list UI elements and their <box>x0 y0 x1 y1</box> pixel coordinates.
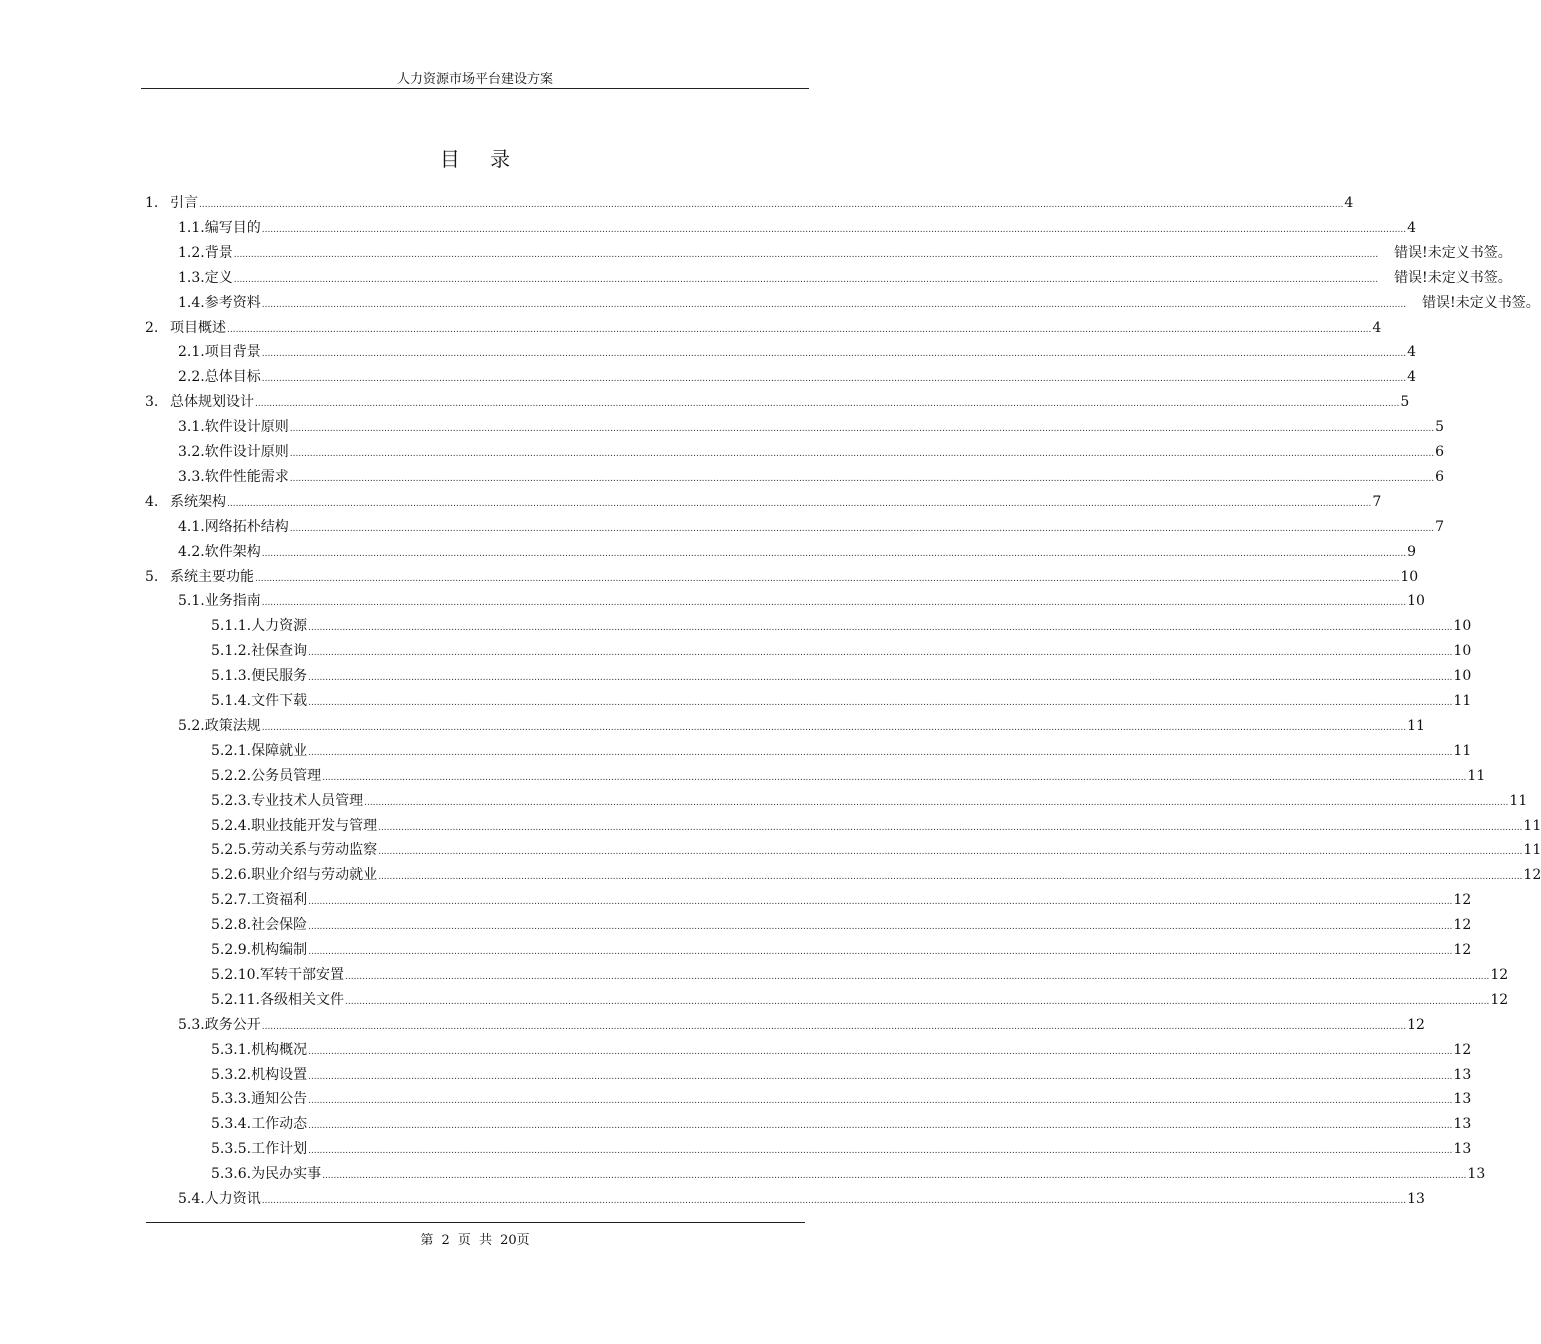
toc-entry[interactable] <box>145 191 1354 215</box>
toc-entry[interactable] <box>211 863 1541 887</box>
dot-leader: ................................................................................................................................................................................................................................................................................................................................................................................................................ <box>308 947 1453 957</box>
toc-entry-label: 5.2.7.工资福利 <box>211 892 308 909</box>
toc-entry-page: 4 <box>1372 319 1382 336</box>
toc-entry[interactable] <box>211 789 1528 813</box>
toc-entry-label: 5.3.6.为民办实事 <box>211 1166 322 1183</box>
toc-entry-label: 3.3.软件性能需求 <box>178 468 289 485</box>
toc-entry[interactable] <box>211 1087 1472 1111</box>
toc-entry-page: 6 <box>1435 468 1444 485</box>
toc-entry-label: 5.3.2.机构设置 <box>211 1066 308 1083</box>
toc-entry[interactable] <box>211 814 1541 838</box>
toc-entry-page: 4 <box>1407 369 1416 386</box>
dot-leader: ................................................................................................................................................................................................................................................................................................................................................................................................................ <box>255 399 1400 410</box>
toc-entry[interactable] <box>211 614 1472 638</box>
toc-entry-label: 4.2.软件架构 <box>178 543 261 560</box>
toc-entry-number: 5. <box>145 568 159 585</box>
toc-entry[interactable] <box>178 1187 1425 1211</box>
page-number-footer: 第 2 页 共 20页 <box>420 1233 530 1248</box>
dot-leader: ................................................................................................................................................................................................................................................................................................................................................................................................................ <box>308 1071 1453 1082</box>
toc-entry-label: 总体规划设计 <box>170 394 254 411</box>
dot-leader: ................................................................................................................................................................................................................................................................................................................................................................................................................ <box>378 822 1523 833</box>
dot-leader: ................................................................................................................................................................................................................................................................................................................................................................................................................ <box>261 598 1407 609</box>
toc-entry-page: 9 <box>1407 543 1416 560</box>
toc-entry-page: 5 <box>1435 419 1444 436</box>
toc-entry[interactable] <box>211 1112 1472 1136</box>
toc-entry-page: 13 <box>1407 1191 1425 1207</box>
dot-leader: ................................................................................................................................................................................................................................................................................................................................................................................................................ <box>308 648 1453 659</box>
toc-entry-label: 1.1.编写目的 <box>178 219 261 236</box>
toc-entry-label: 5.2.9.机构编制 <box>211 942 308 958</box>
dot-leader: ................................................................................................................................................................................................................................................................................................................................................................................................................ <box>308 747 1453 758</box>
toc-entry-label: 系统主要功能 <box>170 568 254 585</box>
toc-entry-page: 10 <box>1453 643 1472 660</box>
toc-entry-page: 12 <box>1453 942 1472 958</box>
toc-entry-number: 3. <box>145 394 159 411</box>
dot-leader: ................................................................................................................................................................................................................................................................................................................................................................................................................ <box>308 922 1453 933</box>
toc-entry-label: 5.2.4.职业技能开发与管理 <box>211 817 378 834</box>
toc-entry[interactable] <box>178 365 1416 389</box>
toc-entry[interactable] <box>211 1063 1472 1087</box>
dot-leader: ................................................................................................................................................................................................................................................................................................................................................................................................................ <box>344 996 1490 1007</box>
toc-entry-label: 1.3.定义 <box>178 269 233 286</box>
toc-entry-label: 4.1.网络拓朴结构 <box>178 518 289 535</box>
toc-entry-label: 5.1.2.社保查询 <box>211 643 308 660</box>
dot-leader: ................................................................................................................................................................................................................................................................................................................................................................................................................ <box>308 1096 1453 1107</box>
toc-entry-label: 引言 <box>170 195 198 211</box>
toc-entry-page: 10 <box>1400 568 1419 585</box>
toc-entry-label: 5.2.8.社会保险 <box>211 917 308 934</box>
toc-entry-page: 13 <box>1453 1091 1472 1108</box>
toc-entry-page: 6 <box>1435 444 1444 460</box>
dot-leader: ................................................................................................................................................................................................................................................................................................................................................................................................................ <box>255 573 1400 584</box>
toc-entry-number: 1. <box>145 195 159 211</box>
toc-entry[interactable] <box>211 664 1472 688</box>
toc-entry[interactable] <box>211 963 1509 987</box>
toc-entry[interactable] <box>178 291 1540 315</box>
dot-leader: ................................................................................................................................................................................................................................................................................................................................................................................................................ <box>289 449 1435 459</box>
toc-entry[interactable] <box>211 739 1472 763</box>
toc-entry[interactable] <box>178 714 1425 738</box>
toc-entry-label: 5.1.3.便民服务 <box>211 668 308 685</box>
toc-entry[interactable] <box>145 316 1382 340</box>
dot-leader: ................................................................................................................................................................................................................................................................................................................................................................................................................ <box>378 872 1523 883</box>
toc-entry-number: 2. <box>145 319 159 336</box>
toc-entry-page: 12 <box>1490 991 1509 1008</box>
toc-entry-page: 11 <box>1453 693 1472 709</box>
toc-entry-number: 4. <box>145 493 159 510</box>
toc-entry[interactable] <box>178 1013 1425 1037</box>
toc-entry-page: 10 <box>1453 668 1472 685</box>
toc-entry-label: 5.3.政务公开 <box>178 1016 261 1033</box>
dot-leader: ................................................................................................................................................................................................................................................................................................................................................................................................................ <box>308 698 1453 708</box>
toc-entry[interactable] <box>178 465 1444 489</box>
dot-leader: ................................................................................................................................................................................................................................................................................................................................................................................................................ <box>261 224 1407 235</box>
toc-entry[interactable] <box>211 764 1486 788</box>
toc-entry-page: 13 <box>1453 1141 1472 1158</box>
dot-leader: ................................................................................................................................................................................................................................................................................................................................................................................................................ <box>261 349 1407 360</box>
toc-entry-page: 错误!未定义书签。 <box>1422 294 1540 311</box>
toc-entry-page: 12 <box>1490 966 1509 983</box>
toc-entry-label: 5.1.4.文件下载 <box>211 693 308 709</box>
toc-entry-page: 12 <box>1523 867 1541 884</box>
toc-entry[interactable] <box>145 390 1410 414</box>
toc-entry-page: 12 <box>1407 1016 1425 1033</box>
dot-leader: ................................................................................................................................................................................................................................................................................................................................................................................................................ <box>308 1121 1453 1132</box>
toc-entry-page: 5 <box>1400 394 1410 411</box>
toc-title: 目 录 <box>439 147 523 171</box>
toc-entry-page: 11 <box>1523 842 1541 859</box>
toc-entry[interactable] <box>178 515 1444 539</box>
dot-leader: ................................................................................................................................................................................................................................................................................................................................................................................................................ <box>261 299 1407 310</box>
toc-entry[interactable] <box>211 1137 1472 1161</box>
dot-leader: ................................................................................................................................................................................................................................................................................................................................................................................................................ <box>378 847 1523 858</box>
toc-entry[interactable] <box>211 639 1472 663</box>
toc-entry[interactable] <box>211 988 1509 1012</box>
toc-entry[interactable] <box>178 440 1444 464</box>
toc-entry[interactable] <box>178 241 1512 265</box>
toc-entry-page: 错误!未定义书签。 <box>1394 244 1512 261</box>
toc-entry-page: 4 <box>1407 219 1416 236</box>
toc-entry-label: 2.2.总体目标 <box>178 369 261 386</box>
dot-leader: ................................................................................................................................................................................................................................................................................................................................................................................................................ <box>199 200 1344 210</box>
toc-entry-page: 10 <box>1453 618 1472 635</box>
toc-entry-label: 1.2.背景 <box>178 244 233 261</box>
toc-entry-label: 5.2.1.保障就业 <box>211 742 308 759</box>
dot-leader: ................................................................................................................................................................................................................................................................................................................................................................................................................ <box>233 249 1379 260</box>
toc-entry-label: 5.3.4.工作动态 <box>211 1116 308 1133</box>
toc-entry[interactable] <box>178 216 1416 240</box>
dot-leader: ................................................................................................................................................................................................................................................................................................................................................................................................................ <box>308 673 1453 684</box>
dot-leader: ................................................................................................................................................................................................................................................................................................................................................................................................................ <box>308 897 1453 908</box>
dot-leader: ................................................................................................................................................................................................................................................................................................................................................................................................................ <box>261 374 1407 385</box>
toc-entry-page: 11 <box>1509 792 1528 809</box>
toc-entry-label: 5.2.10.军转干部安置 <box>211 966 344 983</box>
toc-entry-page: 7 <box>1372 493 1382 510</box>
dot-leader: ................................................................................................................................................................................................................................................................................................................................................................................................................ <box>227 498 1372 509</box>
dot-leader: ................................................................................................................................................................................................................................................................................................................................................................................................................ <box>364 797 1509 808</box>
toc-entry-page: 4 <box>1407 344 1416 361</box>
toc-entry-page: 11 <box>1453 742 1472 759</box>
toc-entry-page: 13 <box>1453 1066 1472 1083</box>
dot-leader: ................................................................................................................................................................................................................................................................................................................................................................................................................ <box>322 1171 1467 1182</box>
toc-entry[interactable] <box>145 490 1382 514</box>
dot-leader: ................................................................................................................................................................................................................................................................................................................................................................................................................ <box>233 274 1379 285</box>
dot-leader: ................................................................................................................................................................................................................................................................................................................................................................................................................ <box>308 1046 1453 1057</box>
toc-entry-label: 2.1.项目背景 <box>178 344 261 361</box>
toc-entry[interactable] <box>211 888 1472 912</box>
toc-entry-label: 项目概述 <box>170 319 226 336</box>
toc-entry[interactable] <box>211 689 1472 713</box>
toc-entry[interactable] <box>211 1162 1486 1186</box>
toc-entry[interactable] <box>211 838 1541 862</box>
footer-rule <box>146 1222 805 1223</box>
toc-entry-page: 11 <box>1523 817 1541 834</box>
toc-entry[interactable] <box>178 340 1416 364</box>
toc-entry-label: 3.1.软件设计原则 <box>178 419 289 436</box>
dot-leader: ................................................................................................................................................................................................................................................................................................................................................................................................................ <box>322 772 1467 783</box>
toc-entry-label: 1.4.参考资料 <box>178 294 261 311</box>
dot-leader: ................................................................................................................................................................................................................................................................................................................................................................................................................ <box>289 424 1435 435</box>
toc-entry-label: 5.3.1.机构概况 <box>211 1041 308 1058</box>
dot-leader: ................................................................................................................................................................................................................................................................................................................................................................................................................ <box>289 523 1435 534</box>
toc-entry-page: 7 <box>1435 518 1444 535</box>
toc-entry-page: 12 <box>1453 917 1472 934</box>
toc-entry-label: 5.2.2.公务员管理 <box>211 767 322 784</box>
toc-entry-label: 5.2.11.各级相关文件 <box>211 991 344 1008</box>
toc-entry-label: 系统架构 <box>170 493 226 510</box>
toc-entry-label: 3.2.软件设计原则 <box>178 444 289 460</box>
toc-entry-page: 13 <box>1453 1116 1472 1133</box>
toc-entry-label: 5.3.5.工作计划 <box>211 1141 308 1158</box>
toc-entry-label: 5.4.人力资讯 <box>178 1191 261 1207</box>
dot-leader: ................................................................................................................................................................................................................................................................................................................................................................................................................ <box>261 722 1407 733</box>
toc-entry-page: 12 <box>1453 1041 1472 1058</box>
dot-leader: ................................................................................................................................................................................................................................................................................................................................................................................................................ <box>308 1146 1453 1157</box>
toc-entry[interactable] <box>178 589 1425 613</box>
toc-entry[interactable] <box>211 913 1472 937</box>
toc-entry-page: 错误!未定义书签。 <box>1394 269 1512 286</box>
running-header-title: 人力资源市场平台建设方案 <box>396 72 553 87</box>
toc-entry-label: 5.2.政策法规 <box>178 717 261 734</box>
toc-entry-label: 5.1.1.人力资源 <box>211 618 308 635</box>
dot-leader: ................................................................................................................................................................................................................................................................................................................................................................................................................ <box>261 548 1407 559</box>
toc-entry[interactable] <box>178 415 1444 439</box>
toc-entry[interactable] <box>178 540 1416 564</box>
toc-entry-page: 11 <box>1407 717 1425 734</box>
toc-entry[interactable] <box>178 266 1512 290</box>
header-rule <box>141 88 809 89</box>
toc-entry-label: 5.3.3.通知公告 <box>211 1091 308 1108</box>
toc-entry[interactable] <box>211 938 1472 962</box>
toc-entry-page: 11 <box>1467 767 1486 784</box>
dot-leader: ................................................................................................................................................................................................................................................................................................................................................................................................................ <box>289 473 1435 484</box>
toc-entry[interactable] <box>145 565 1419 589</box>
dot-leader: ................................................................................................................................................................................................................................................................................................................................................................................................................ <box>344 971 1490 982</box>
toc-entry[interactable] <box>211 1038 1472 1062</box>
toc-entry-page: 13 <box>1467 1166 1486 1183</box>
toc-entry-page: 4 <box>1344 195 1354 211</box>
toc-entry-label: 5.2.5.劳动关系与劳动监察 <box>211 842 378 859</box>
dot-leader: ................................................................................................................................................................................................................................................................................................................................................................................................................ <box>227 324 1372 335</box>
dot-leader: ................................................................................................................................................................................................................................................................................................................................................................................................................ <box>261 1196 1407 1206</box>
toc-entry-label: 5.2.6.职业介绍与劳动就业 <box>211 867 378 884</box>
toc-entry-page: 12 <box>1453 892 1472 909</box>
toc-entry-label: 5.1.业务指南 <box>178 593 261 610</box>
toc-entry-label: 5.2.3.专业技术人员管理 <box>211 792 364 809</box>
dot-leader: ................................................................................................................................................................................................................................................................................................................................................................................................................ <box>308 623 1453 634</box>
dot-leader: ................................................................................................................................................................................................................................................................................................................................................................................................................ <box>261 1021 1407 1032</box>
toc-entry-page: 10 <box>1407 593 1425 610</box>
